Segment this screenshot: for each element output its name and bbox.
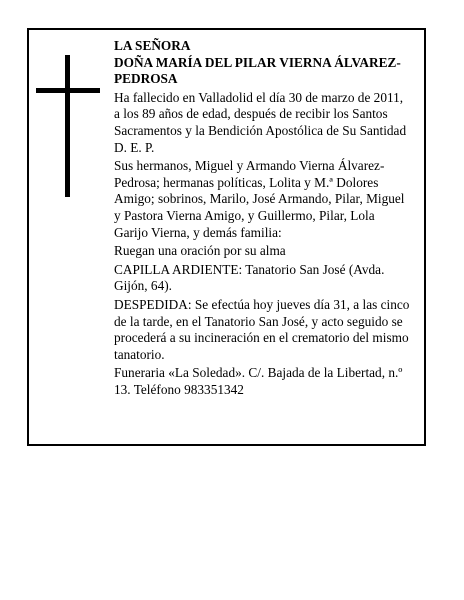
death-line: Ha fallecido en Valladolid el día 30 de marzo de 2011, [114, 89, 404, 105]
heading-line-surname: PEDROSA [114, 71, 178, 87]
chapel-line: Gijón, 64). [114, 278, 172, 294]
farewell-line: de la tarde, en el Tanatorio San José, y acto seguido se [114, 313, 403, 329]
farewell-line: tanatorio. [114, 346, 165, 362]
chapel-line: CAPILLA ARDIENTE: Tanatorio San José (Avda. [114, 261, 385, 277]
obituary-notice-text [114, 38, 414, 398]
family-line: Sus hermanos, Miguel y Armando Vierna Álvarez- [114, 158, 385, 174]
family-list [114, 158, 414, 241]
cross-vertical-bar [65, 55, 70, 197]
prayer-request [114, 243, 414, 260]
cross-icon [36, 55, 100, 197]
family-line: Pedrosa; hermanas políticas, Lolita y M.ª Dolores [114, 174, 379, 190]
cross-horizontal-bar [36, 88, 100, 93]
family-line: y Pastora Vierna Amigo, y Guillermo, Pilar, Lola [114, 207, 375, 223]
heading-line-title: LA SEÑORA [114, 38, 191, 53]
chapel-info [114, 262, 414, 295]
family-line: Amigo; sobrinos, Marilo, José Armando, Pilar, Miguel [114, 191, 405, 207]
death-line: D. E. P. [114, 139, 155, 155]
farewell-line: DESPEDIDA: Se efectúa hoy jueves día 31, a las cinco [114, 296, 410, 312]
death-line: a los 89 años de edad, después de recibir los Santos [114, 106, 388, 122]
prayer-line: Ruegan una oración por su alma [114, 243, 286, 259]
funeral-home-info [114, 365, 414, 398]
farewell-line: procederá a su incineración en el crematorio del mismo [114, 330, 409, 346]
deceased-heading [114, 38, 414, 88]
farewell-info [114, 297, 414, 363]
death-line: Sacramentos y la Bendición Apostólica de Su Santidad [114, 122, 407, 138]
family-line: Garijo Vierna, y demás familia: [114, 224, 282, 240]
heading-line-name: DOÑA MARÍA DEL PILAR VIERNA ÁLVAREZ- [114, 54, 401, 70]
funeral-home-line: Funeraria «La Soledad». C/. Bajada de la Libertad, n.º [114, 365, 403, 381]
death-announcement [114, 90, 414, 156]
funeral-home-line: 13. Teléfono 983351342 [114, 381, 244, 397]
